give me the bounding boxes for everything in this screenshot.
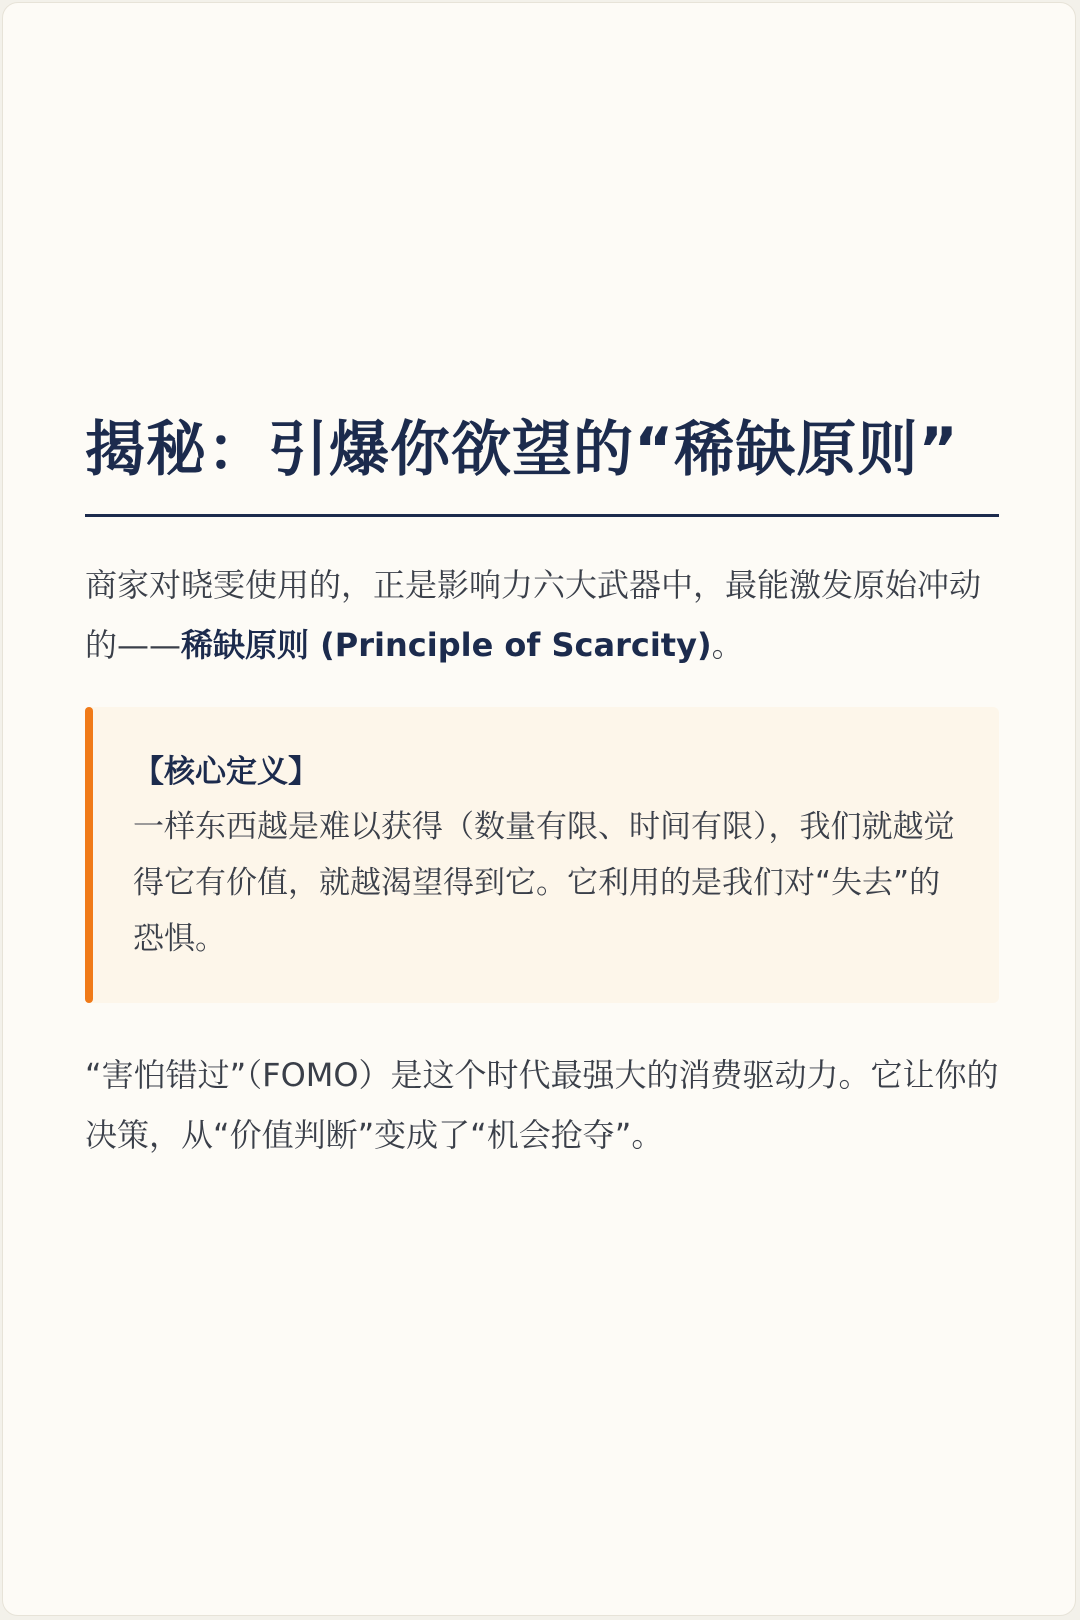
intro-text-before: 商家对晓雯使用的，正是影响力六大武器中，最能激发原始冲动的—— bbox=[85, 566, 982, 664]
page-title: 揭秘：引爆你欲望的“稀缺原则” bbox=[85, 415, 959, 485]
callout-accent-bar bbox=[85, 707, 93, 1003]
closing-paragraph: “害怕错过”（FOMO）是这个时代最强大的消费驱动力。它让你的决策，从“价值判断”变成了“机会抢夺”。 bbox=[85, 1056, 999, 1154]
definition-callout bbox=[85, 707, 999, 1003]
callout-body: 一样东西越是难以获得（数量有限、时间有限），我们就越觉得它有价值，就越渴望得到它。它利用的是我们对“失去”的恐惧。 bbox=[133, 809, 955, 957]
intro-paragraph bbox=[85, 555, 999, 675]
title-divider bbox=[85, 514, 999, 517]
intro-text-after: 。 bbox=[711, 626, 744, 664]
page-card bbox=[2, 2, 1076, 1616]
article-content bbox=[85, 408, 999, 1165]
callout-heading: 【核心定义】 bbox=[133, 754, 319, 790]
intro-highlight: 稀缺原则 (Principle of Scarcity) bbox=[181, 626, 712, 664]
